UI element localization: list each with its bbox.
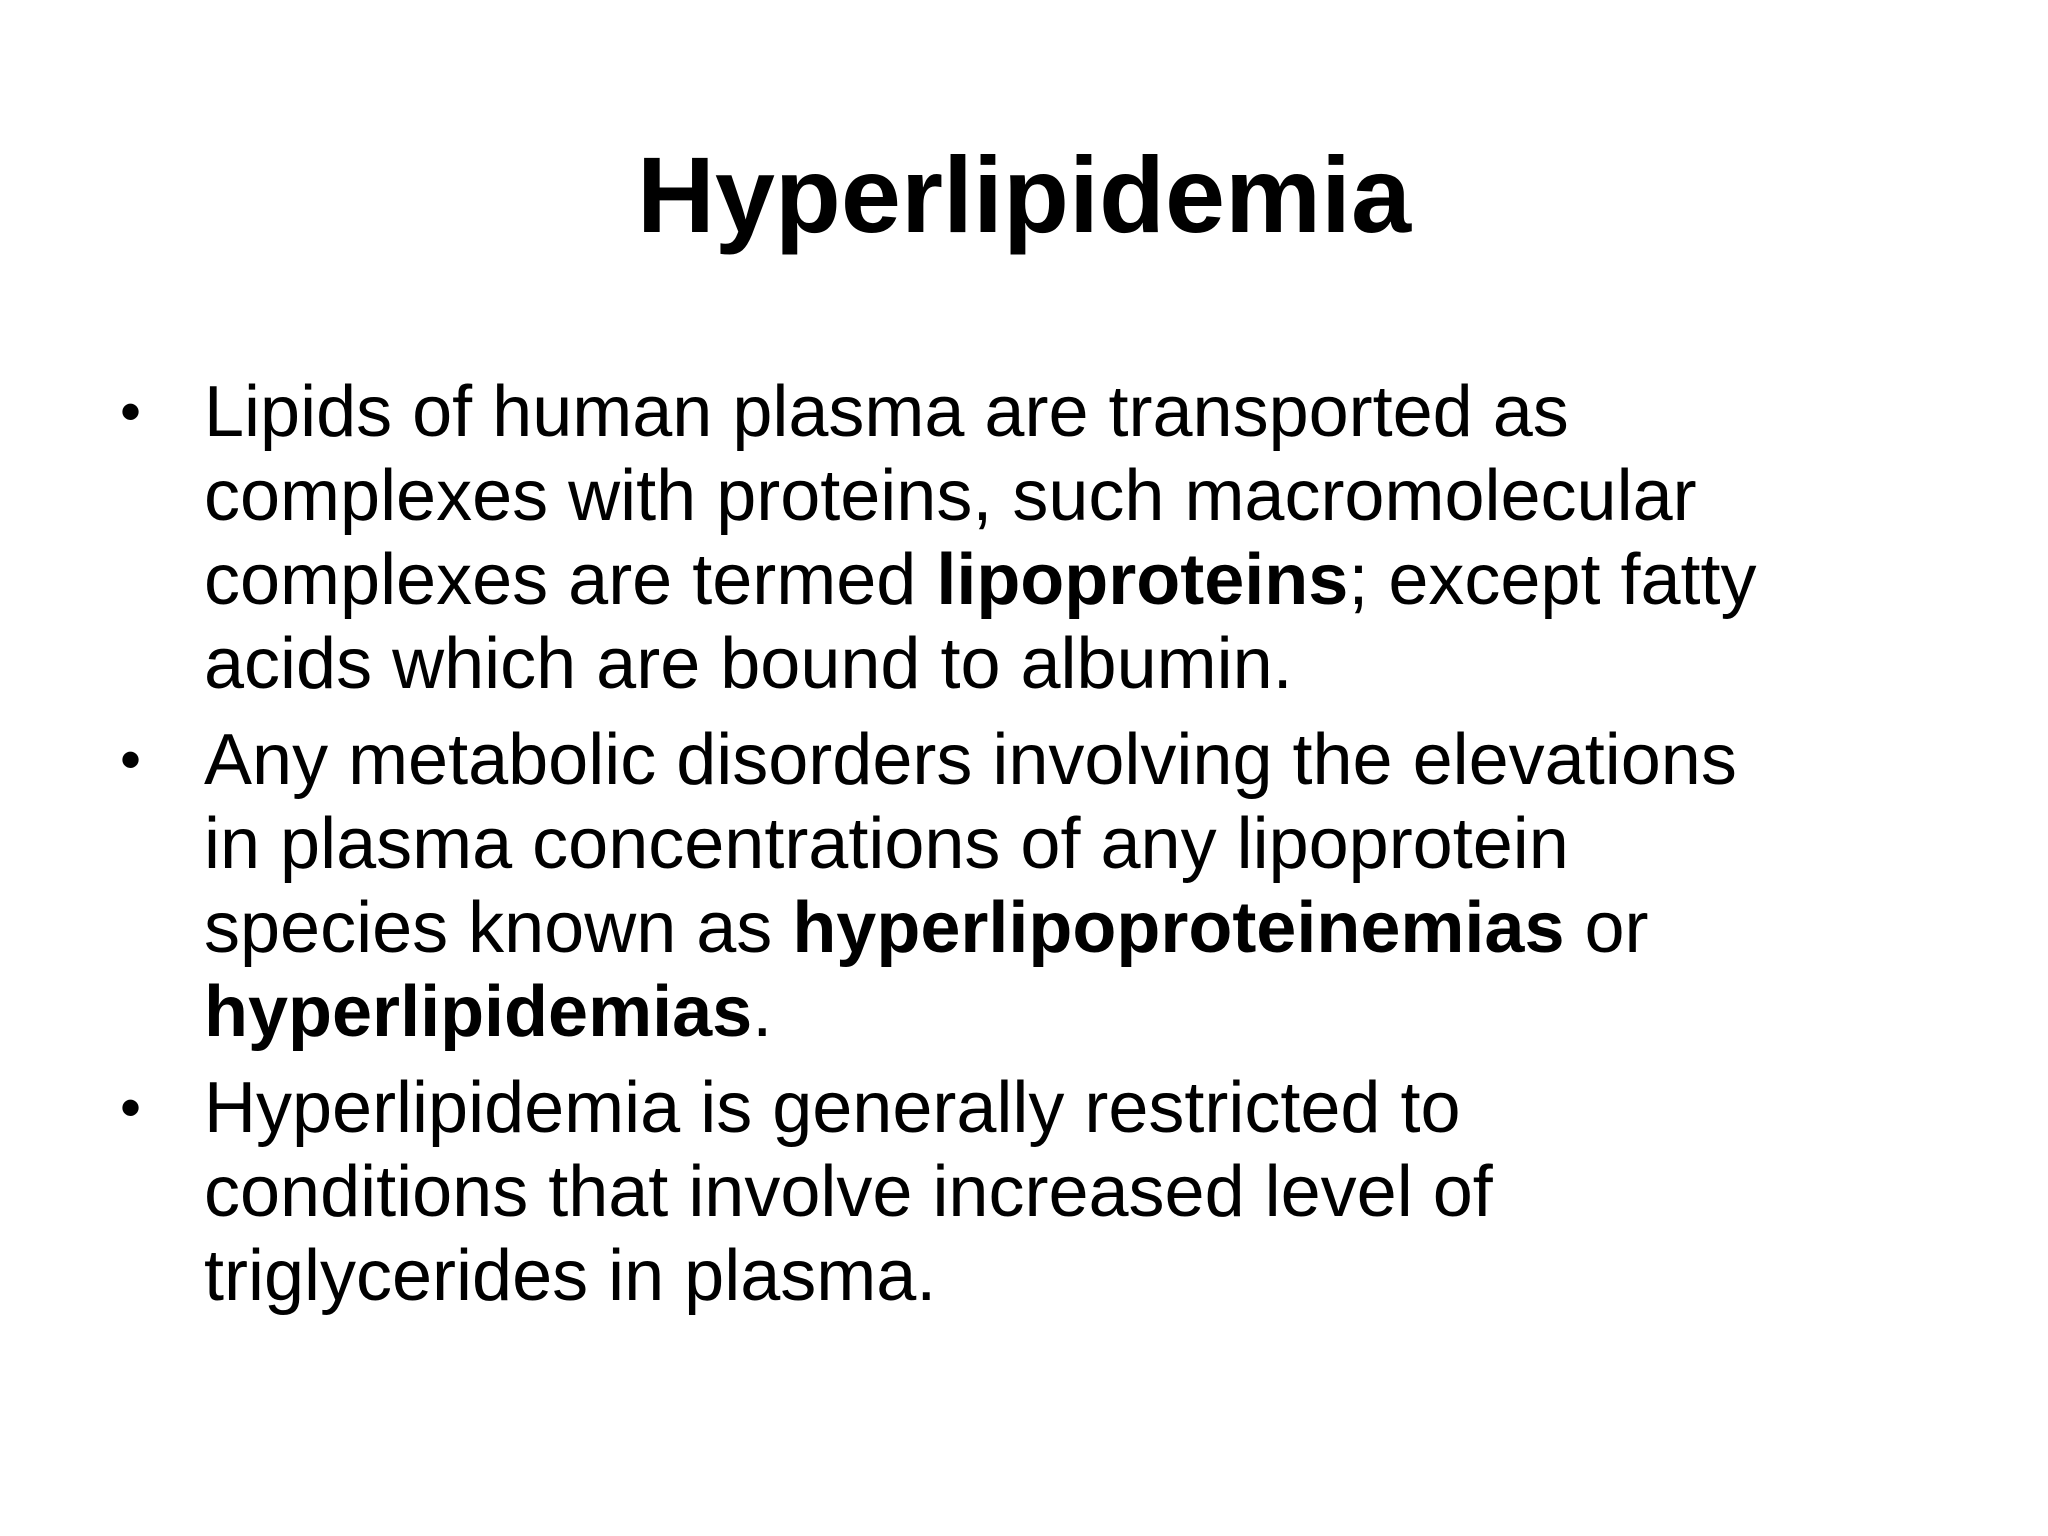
bold-term-hyperlipoproteinemias: hyperlipoproteinemias [792, 888, 1565, 968]
slide-title: Hyperlipidemia [636, 134, 1412, 255]
line-text: triglycerides in plasma. [204, 1236, 937, 1316]
line-text: complexes with proteins, such macromolecular [204, 456, 1697, 536]
bullet-line [204, 802, 1960, 886]
bullet-line [204, 718, 1960, 802]
line-text: Hyperlipidemia is generally restricted to [204, 1068, 1461, 1148]
line-text: species known as [204, 888, 793, 968]
bullet-line [204, 370, 1960, 454]
line-text: ; except fatty [1348, 540, 1757, 620]
bullet-item [120, 718, 1960, 1054]
line-text: complexes are termed [204, 540, 937, 620]
line-text: conditions that involve increased level of [204, 1152, 1493, 1232]
line-text: acids which are bound to albumin. [204, 624, 1293, 704]
bullet-line [204, 538, 1960, 622]
line-text: in plasma concentrations of any lipoprotein [204, 804, 1569, 884]
line-text: or [1564, 888, 1649, 968]
line-text: Any metabolic disorders involving the elevations [204, 720, 1737, 800]
line-text: Lipids of human plasma are transported as [204, 372, 1569, 452]
bullet-line [204, 970, 1960, 1054]
bold-term-hyperlipidemias: hyperlipidemias [204, 972, 753, 1052]
bullet-item [120, 1066, 1960, 1318]
bold-term-lipoproteins: lipoproteins [936, 540, 1349, 620]
bullet-line [204, 1066, 1960, 1150]
bullet-icon: • [120, 1074, 142, 1141]
bullet-icon: • [120, 726, 142, 793]
bullet-line [204, 1234, 1960, 1318]
bullet-line [204, 622, 1960, 706]
bullet-line [204, 886, 1960, 970]
bullet-icon: • [120, 378, 142, 445]
bullet-line [204, 1150, 1960, 1234]
line-text: . [752, 972, 773, 1052]
bullet-item [120, 370, 1960, 706]
bullet-list [120, 370, 1960, 1330]
bullet-line [204, 454, 1960, 538]
